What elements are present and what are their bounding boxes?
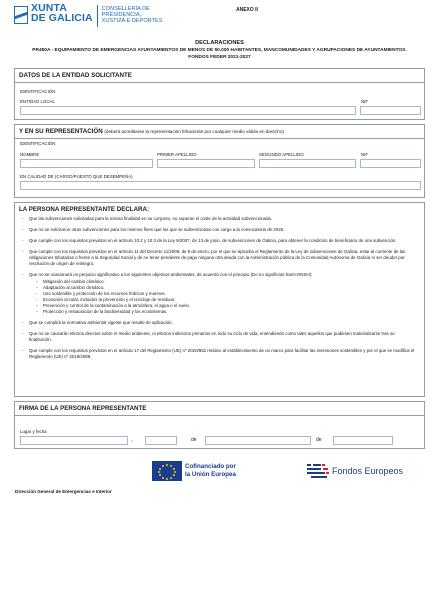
representante-nif-label: NIF	[361, 152, 369, 157]
declaration-item: - Que cumple con los requisitos previstos en el artículo 10.2 y 10.3 de la Ley 9/2007, de 13 de junio, de subvenciones de Galicia, para obtener la condición de beneficiario de una subvención.	[21, 238, 418, 244]
logo-divider	[97, 5, 98, 27]
firma-title: FIRMA DE LA PERSONA REPRESENTANTE	[19, 405, 147, 412]
dnsh-objective: - Adaptación al cambio climático.	[35, 285, 418, 291]
nombre-label: NOMBRE	[20, 152, 40, 157]
fondos-europeos-icon	[305, 461, 331, 481]
declaration-item: - Que no se causarán efectos directos sobre el medio ambiente, ni efectos indirectos primarios en todo su ciclo de vida, entendiendo como tales aquellos que pudiesen materializarse tras su finalización.	[21, 331, 418, 343]
anexo-label: ANEXO II	[236, 7, 258, 13]
dnsh-objective: - Economía circular, incluidos la prevención y el reciclaje de residuos.	[35, 297, 418, 303]
title-subtitle: PR450A - EQUIPAMIENTO DE EMERGENCIAS AYUNTAMIENTOS DE MENOS DE 50.000 HABITANTES, MANCOMUNIDADES Y AGRUPACIONES DE AYUNTAMIENTOS.	[32, 48, 407, 53]
de-separator-2: de	[316, 437, 322, 443]
entidad-local-field[interactable]	[20, 106, 356, 115]
declara-section	[14, 202, 425, 397]
primer-apellido-field[interactable]	[157, 159, 255, 168]
logo-line-1: XUNTA	[31, 2, 67, 14]
document-title	[14, 40, 425, 60]
eu-flag-icon	[152, 461, 182, 481]
representacion-title-text: Y EN SU REPRESENTACIÓN	[19, 128, 103, 135]
logo-line-2: DE GALICIA	[31, 11, 93, 24]
dnsh-objective: - Mitigación del cambio climático.	[35, 279, 418, 285]
xunta-wordmark	[31, 4, 93, 23]
dnsh-objective: - Prevención y control de la contaminación a la atmósfera, el agua o el suelo.	[35, 303, 418, 309]
xunta-flag-icon	[14, 6, 28, 24]
direccion-general-text: Dirección General de Emergencias e Interior	[15, 489, 112, 494]
dnsh-objective: - Uso sostenible y protección de los recursos hídricos y marinos.	[35, 291, 418, 297]
section-divider	[15, 82, 424, 83]
section-divider	[15, 138, 424, 139]
representacion-section	[14, 124, 425, 198]
mes-field[interactable]	[205, 436, 311, 445]
primer-apellido-label: PRIMER APELLIDO	[157, 152, 197, 157]
eu-cofinanciado-text	[185, 463, 236, 478]
solicitante-identificacion: IDENTIFICACIÓN	[20, 89, 56, 94]
eu-line-2: la Unión Europea	[185, 470, 236, 478]
dnsh-objective: - Protección y restauración de la biodiversidad y los ecosistemas.	[35, 309, 418, 315]
declaration-item: - Que se cumplirá la normativa ambiental vigente que resulte de aplicación.	[21, 320, 418, 326]
lugar-field[interactable]	[20, 436, 128, 445]
eu-line-1: Cofinanciado por	[185, 463, 236, 470]
declaration-item: - Que cumple con los requisitos previstos en el artículo 11 del Decreto 11/2009, de 8 de enero, por el que se aprueba el Reglamento de la Ley de subvenciones de Galicia, estar al corriente de las obligaciones tributarias o frente a la Seguridad Social y de no tener pendiente de pago ninguna otra deuda con la Administración pública de la Comunidad Autónoma de Galicia ni ser deudor por resolución de origen de reintegro.	[21, 249, 418, 267]
lugar-fecha-label: Lugar y fecha	[20, 429, 47, 434]
declaration-list	[15, 216, 424, 360]
nombre-field[interactable]	[20, 159, 153, 168]
declara-title: LA PERSONA REPRESENTANTE DECLARA:	[19, 206, 150, 213]
declaration-item: - Que cumple con los requisitos previstos en el artículo 17 del Reglamento (UE) nº 2020/852 relativo al establecimiento de un marco para facilitar las inversiones sostenibles y por el que se modifica el Reglamento (UE) nº 2019/2088.	[21, 348, 418, 360]
de-separator-1: de	[191, 437, 197, 443]
declaration-item: - Que las subvenciones solicitadas para la misma finalidad en su conjunto, no superan el coste de la actividad subvencionada.	[21, 216, 418, 222]
segundo-apellido-label: SEGUNDO APELLIDO	[259, 152, 304, 157]
representante-nif-field[interactable]	[360, 159, 421, 168]
declaration-item: - Que no se solicitaron otras subvenciones para los mismos fines que los que se subvencionan con cargo a la convocatoria de 2025.	[21, 227, 418, 233]
firma-section	[14, 401, 425, 449]
representacion-identificacion: IDENTIFICACIÓN	[20, 141, 56, 146]
segundo-apellido-field[interactable]	[259, 159, 356, 168]
fondos-europeos-text: Fondos Europeos	[332, 466, 404, 476]
calidad-field[interactable]	[20, 181, 421, 190]
dia-field[interactable]	[145, 436, 177, 445]
solicitante-section	[14, 68, 425, 120]
representacion-note: (deberá acreditarse la representación fehaciente por cualquier medio válido en derecho)	[104, 129, 284, 134]
declaration-item-dnsh	[21, 272, 418, 315]
entidad-local-label: ENTIDAD LOCAL	[20, 99, 55, 104]
solicitante-nif-label: NIF	[361, 99, 369, 104]
funding-logos	[152, 459, 424, 483]
title-main: DECLARACIONES	[195, 40, 244, 46]
ano-field[interactable]	[333, 436, 393, 445]
solicitante-title: DATOS DE LA ENTIDAD SOLICITANTE	[19, 72, 132, 79]
section-divider	[15, 415, 424, 416]
conselleria-line-1: CONSELLERÍA DE	[101, 6, 150, 12]
page-header	[14, 4, 434, 30]
dnsh-objectives-list	[29, 279, 418, 315]
representacion-title	[15, 125, 424, 135]
solicitante-nif-field[interactable]	[360, 106, 421, 115]
comma-separator: ,	[131, 437, 133, 443]
calidad-label: EN CALIDAD DE (CARGO/PUESTO QUE DESEMPEÑA)	[20, 174, 133, 179]
conselleria-name	[102, 6, 163, 25]
conselleria-line-2: PRESIDENCIA,	[101, 12, 142, 19]
title-funds: FONDOS FEDER 2021-2027	[188, 55, 251, 60]
xunta-logo	[14, 4, 163, 27]
dnsh-intro: Que no se ocasionará un perjuicio significativo a los siguientes objetivos ambientales, de acuerdo con el principio (Do no significant harm-DNSH):	[29, 272, 313, 277]
conselleria-line-3: XUSTIZA E DEPORTES	[101, 18, 163, 25]
